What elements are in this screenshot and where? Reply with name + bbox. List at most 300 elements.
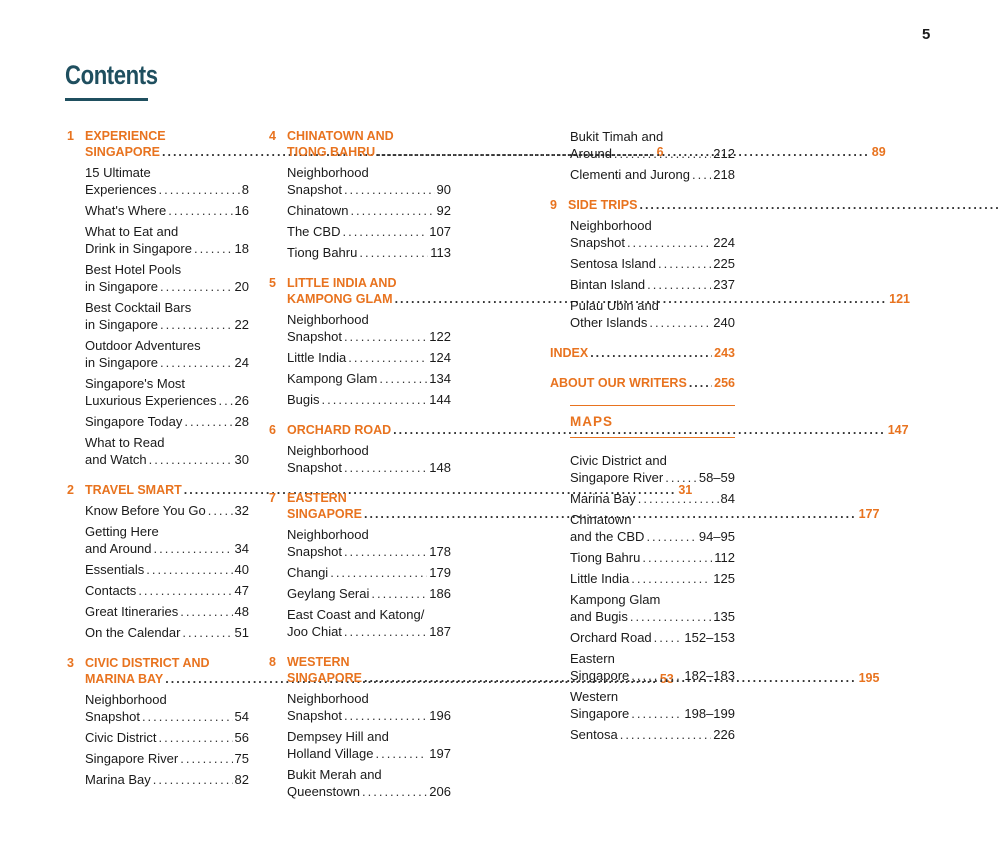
entry-page: 56: [234, 730, 249, 745]
toc-section: [550, 197, 735, 331]
toc-entry[interactable]: [287, 728, 451, 762]
entry-title: Experiences: [85, 182, 157, 197]
map-entry[interactable]: [570, 726, 735, 743]
entry-line: [570, 570, 735, 587]
entry-page: 75: [234, 751, 249, 766]
entry-title: Snapshot: [287, 708, 342, 723]
entry-page: 47: [234, 583, 249, 598]
entry-line: [85, 164, 249, 181]
section-page: 177: [858, 507, 880, 521]
section-page: 89: [871, 145, 886, 159]
section-title-text: SIDE TRIPS: [568, 198, 638, 212]
entry-line: [287, 442, 451, 459]
section-title-text: EXPERIENCE: [85, 129, 166, 143]
entry-line: [287, 181, 451, 198]
entry-title: Geylang Serai: [287, 586, 370, 601]
entry-title: Bugis: [287, 392, 320, 407]
entry-line: [570, 667, 735, 684]
entry-line: [85, 434, 249, 451]
toc-entry[interactable]: [287, 349, 451, 366]
toc-entry[interactable]: [287, 244, 451, 261]
section-title-text: EASTERN: [287, 491, 347, 505]
entry-page: 135: [713, 609, 735, 624]
leader-dots: [330, 564, 427, 581]
entry-page: 51: [234, 625, 249, 640]
entry-line: [85, 261, 249, 278]
entry-page: 218: [713, 167, 735, 182]
entry-line: [85, 624, 249, 641]
entry-line: [570, 650, 735, 667]
entry-title: Chinatown: [570, 512, 632, 527]
entry-title: and Bugis: [570, 609, 628, 624]
entry-title: and the CBD: [570, 529, 645, 544]
section-title-text: LITTLE INDIA AND: [287, 276, 397, 290]
leader-dots: [342, 223, 427, 240]
entry-title: Snapshot: [570, 235, 625, 250]
entry-page: 113: [430, 245, 451, 260]
entry-line: [287, 526, 451, 543]
entry-page: 178: [429, 544, 451, 559]
section-title-line: [568, 197, 1000, 213]
entry-line: [85, 202, 249, 219]
leader-dots: [379, 370, 427, 387]
writers-page: 256: [714, 376, 735, 390]
leader-dots: [182, 624, 232, 641]
toc-entry[interactable]: [85, 261, 249, 295]
section-page: 147: [887, 423, 909, 437]
entry-line: [85, 502, 249, 519]
entry-line: [570, 688, 735, 705]
entry-line: [570, 490, 735, 507]
entry-title: Queenstown: [287, 784, 360, 799]
toc-entry[interactable]: [85, 202, 249, 219]
section-title-text: ORCHARD ROAD: [287, 423, 392, 437]
entry-page: 212: [713, 146, 735, 161]
entry-title: Eastern: [570, 651, 615, 666]
entry-title: Clementi and Jurong: [570, 167, 690, 182]
entry-title: Neighborhood: [287, 527, 369, 542]
toc-entry[interactable]: [287, 164, 451, 198]
entry-page: 94–95: [698, 529, 735, 544]
entry-line: [287, 244, 451, 261]
entry-line: [570, 128, 735, 145]
toc-entry[interactable]: [85, 750, 249, 767]
entry-page: 92: [436, 203, 451, 218]
entry-title: Sentosa: [570, 727, 618, 742]
leader-dots: [654, 629, 683, 646]
leader-dots: [362, 783, 427, 800]
toc-entry[interactable]: [85, 337, 249, 371]
leader-dots: [646, 528, 696, 545]
entry-line: [287, 543, 451, 560]
section-page: 121: [889, 292, 910, 306]
entry-title: Snapshot: [85, 709, 140, 724]
entry-title: in Singapore: [85, 279, 158, 294]
entry-page: 148: [429, 460, 451, 475]
entry-title: Holland Village: [287, 746, 374, 761]
leader-dots: [194, 240, 233, 257]
entry-line: [85, 223, 249, 240]
entry-line: [570, 276, 735, 293]
toc-entry[interactable]: [287, 606, 451, 640]
section-page: 53: [659, 672, 674, 686]
entry-title: Joo Chiat: [287, 624, 342, 639]
entry-title: Bukit Timah and: [570, 129, 664, 144]
section-number: 2: [67, 483, 74, 497]
entry-page: 122: [429, 329, 451, 344]
entry-title: Western: [570, 689, 619, 704]
entry-page: 226: [713, 727, 735, 742]
entry-line: [570, 726, 735, 743]
toc-entry[interactable]: [570, 217, 735, 251]
map-entry[interactable]: [570, 650, 735, 684]
leader-dots: [180, 603, 232, 620]
entry-line: [287, 783, 451, 800]
section-title-text: WESTERN: [287, 655, 350, 669]
entry-line: [570, 255, 735, 272]
toc-entry[interactable]: [570, 166, 735, 183]
toc-entry[interactable]: [287, 585, 451, 602]
section-number: 9: [550, 198, 557, 212]
entry-page: 82: [234, 772, 249, 787]
entry-title: Bintan Island: [570, 277, 646, 292]
page-title: Contents: [65, 60, 158, 90]
entry-line: [570, 314, 735, 331]
entry-line: [85, 299, 249, 316]
entry-page: 197: [429, 746, 451, 761]
entry-title: Kampong Glam: [570, 592, 661, 607]
entry-title: Singapore: [570, 668, 630, 683]
leader-dots: [620, 726, 712, 743]
leader-dots: [159, 729, 233, 746]
entry-title: Singapore Today: [85, 414, 183, 429]
leader-dots: [627, 234, 711, 251]
toc-entry[interactable]: [85, 434, 249, 468]
section-number: 4: [269, 129, 276, 143]
section-page: 195: [858, 671, 880, 685]
entry-title: Changi: [287, 565, 329, 580]
toc-entry[interactable]: [287, 370, 451, 387]
entry-page: 124: [429, 350, 451, 365]
title-underline: [65, 98, 148, 101]
entry-title: Best Hotel Pools: [85, 262, 182, 277]
leader-dots: [376, 745, 428, 762]
maps-bottom-rule: [570, 437, 735, 438]
entry-page: 54: [234, 709, 249, 724]
leader-dots: [631, 570, 711, 587]
entry-title: The CBD: [287, 224, 341, 239]
entry-line: [570, 591, 735, 608]
writers-label: ABOUT OUR WRITERS: [550, 376, 687, 390]
entry-line: [85, 561, 249, 578]
entry-line: [287, 745, 451, 762]
leader-dots: [359, 244, 428, 261]
entry-title: Singapore's Most: [85, 376, 186, 391]
entry-title: Singapore River: [85, 751, 179, 766]
entry-line: [570, 608, 735, 625]
entry-line: [85, 181, 249, 198]
entry-line: [570, 217, 735, 234]
toc-entry[interactable]: [85, 624, 249, 641]
entry-line: [287, 564, 451, 581]
entry-title: Bukit Merah and: [287, 767, 382, 782]
leader-dots: [344, 623, 427, 640]
section-title-text: TRAVEL SMART: [85, 483, 182, 497]
entry-title: Drink in Singapore: [85, 241, 192, 256]
toc-entry[interactable]: [85, 375, 249, 409]
toc-entry[interactable]: [85, 502, 249, 519]
entry-line: [287, 391, 451, 408]
entry-title: Civic District: [85, 730, 157, 745]
entry-line: [570, 469, 735, 486]
entry-line: [287, 164, 451, 181]
entry-page: 112: [714, 550, 735, 565]
section-title-text: CIVIC DISTRICT AND: [85, 656, 210, 670]
leader-dots: [154, 540, 233, 557]
leader-dots: [344, 181, 435, 198]
map-entry[interactable]: [570, 452, 735, 486]
entry-page: 8: [241, 182, 249, 197]
entry-line: [570, 166, 735, 183]
entry-title: Neighborhood: [287, 165, 369, 180]
entry-title: Snapshot: [287, 182, 342, 197]
toc-entry[interactable]: [85, 729, 249, 746]
index-page: 243: [714, 346, 735, 360]
entry-page: 225: [713, 256, 735, 271]
toc-entry[interactable]: [287, 564, 451, 581]
entry-page: 34: [234, 541, 249, 556]
toc-entry[interactable]: [85, 523, 249, 557]
entry-title: East Coast and Katong/: [287, 607, 425, 622]
entry-page: 48: [234, 604, 249, 619]
entry-title: Marina Bay: [85, 772, 151, 787]
section-title-text: SINGAPORE: [287, 507, 363, 521]
section-title-text: MARINA BAY: [85, 672, 164, 686]
writers-link[interactable]: [550, 375, 735, 391]
entry-title: Kampong Glam: [287, 371, 378, 386]
entry-line: [287, 606, 451, 623]
toc-entry[interactable]: [287, 202, 451, 219]
entry-line: [85, 750, 249, 767]
toc-entry[interactable]: [570, 128, 735, 162]
map-entry[interactable]: [570, 549, 735, 566]
entry-page: 24: [234, 355, 249, 370]
leader-dots: [590, 345, 712, 361]
entry-title: and Watch: [85, 452, 147, 467]
entry-line: [570, 511, 735, 528]
entry-title: Little India: [570, 571, 630, 586]
section-number: 6: [269, 423, 276, 437]
entry-page: 22: [234, 317, 249, 332]
section-page: 6: [656, 145, 664, 159]
entry-title: Neighborhood: [570, 218, 652, 233]
entry-line: [570, 629, 735, 646]
entry-title: Tiong Bahru: [287, 245, 358, 260]
entry-page: 134: [429, 371, 451, 386]
entry-title: Dempsey Hill and: [287, 729, 389, 744]
entry-line: [287, 585, 451, 602]
leader-dots: [160, 354, 233, 371]
entry-line: [287, 690, 451, 707]
entry-page: 186: [429, 586, 451, 601]
leader-dots: [322, 391, 428, 408]
entry-line: [85, 451, 249, 468]
entry-title: in Singapore: [85, 317, 158, 332]
entry-line: [570, 145, 735, 162]
leader-dots: [208, 502, 233, 519]
leader-dots: [159, 181, 240, 198]
entry-title: Snapshot: [287, 329, 342, 344]
entry-line: [85, 603, 249, 620]
entry-title: Luxurious Experiences: [85, 393, 217, 408]
entry-title: Other Islands: [570, 315, 648, 330]
leader-dots: [168, 202, 232, 219]
toc-entry[interactable]: [85, 164, 249, 198]
entry-line: [85, 523, 249, 540]
entry-line: [287, 623, 451, 640]
entry-page: 152–153: [684, 630, 735, 645]
toc-entry[interactable]: [85, 582, 249, 599]
entry-title: Marina Bay: [570, 491, 636, 506]
entry-title: Snapshot: [287, 460, 342, 475]
map-entry[interactable]: [570, 570, 735, 587]
entry-line: [570, 528, 735, 545]
maps-section: [570, 405, 735, 743]
toc-entry[interactable]: [287, 442, 451, 476]
entry-line: [287, 766, 451, 783]
leader-dots: [639, 197, 1000, 213]
leader-dots: [371, 585, 427, 602]
continued-entries: [550, 128, 735, 183]
toc-entry[interactable]: [570, 297, 735, 331]
entry-page: 107: [429, 224, 451, 239]
toc-entry[interactable]: [85, 223, 249, 257]
entry-page: 90: [436, 182, 451, 197]
entry-line: [287, 223, 451, 240]
entry-page: 58–59: [698, 470, 735, 485]
entry-page: 16: [234, 203, 249, 218]
entry-line: [287, 707, 451, 724]
toc-entry[interactable]: [85, 413, 249, 430]
entry-line: [85, 337, 249, 354]
maps-heading: MAPS: [570, 414, 614, 429]
toc-entry[interactable]: [570, 276, 735, 293]
toc-entry[interactable]: [85, 691, 249, 725]
section-heading[interactable]: [550, 197, 735, 213]
entry-line: [570, 452, 735, 469]
entry-title: Chinatown: [287, 203, 349, 218]
entry-title: Neighborhood: [287, 691, 369, 706]
page-number: 5: [922, 26, 931, 43]
entry-line: [85, 729, 249, 746]
map-entry[interactable]: [570, 490, 735, 507]
section-number: 5: [269, 276, 276, 290]
entry-line: [85, 392, 249, 409]
entry-line: [85, 708, 249, 725]
entry-title: Singapore River: [570, 470, 664, 485]
entry-line: [287, 349, 451, 366]
entry-page: 224: [713, 235, 735, 250]
leader-dots: [146, 561, 232, 578]
entry-page: 179: [429, 565, 451, 580]
leader-dots: [180, 750, 232, 767]
entry-line: [85, 278, 249, 295]
entry-title: What to Read: [85, 435, 165, 450]
toc-entry[interactable]: [287, 526, 451, 560]
entry-line: [570, 705, 735, 722]
entry-page: 196: [429, 708, 451, 723]
map-entry[interactable]: [570, 511, 735, 545]
entry-line: [287, 311, 451, 328]
leader-dots: [348, 349, 427, 366]
entry-page: 198–199: [684, 706, 735, 721]
toc-entry[interactable]: [85, 561, 249, 578]
leader-dots: [350, 202, 434, 219]
entry-title: Tiong Bahru: [570, 550, 641, 565]
entry-page: 84: [720, 491, 735, 506]
entry-line: [85, 771, 249, 788]
leader-dots: [153, 771, 233, 788]
entry-page: 28: [234, 414, 249, 429]
entry-title: Know Before You Go: [85, 503, 206, 518]
entry-title: What's Where: [85, 203, 167, 218]
toc-entry[interactable]: [287, 311, 451, 345]
leader-dots: [638, 490, 719, 507]
index-link[interactable]: [550, 345, 735, 361]
toc-entry[interactable]: [85, 603, 249, 620]
entry-page: 18: [234, 241, 249, 256]
entry-title: Civic District and: [570, 453, 667, 468]
section-title-text: CHINATOWN AND: [287, 129, 394, 143]
entry-title: Little India: [287, 350, 347, 365]
leader-dots: [631, 667, 682, 684]
map-entry[interactable]: [570, 629, 735, 646]
toc-entry[interactable]: [570, 255, 735, 272]
entry-page: 240: [713, 315, 735, 330]
index-label: INDEX: [550, 346, 589, 360]
entry-line: [570, 234, 735, 251]
leader-dots: [344, 459, 427, 476]
leader-dots: [344, 543, 427, 560]
section-title-text: KAMPONG GLAM: [287, 292, 393, 306]
entry-title: Best Cocktail Bars: [85, 300, 192, 315]
toc-entry[interactable]: [287, 223, 451, 240]
entry-title: Orchard Road: [570, 630, 652, 645]
entry-page: 32: [234, 503, 249, 518]
leader-dots: [160, 278, 233, 295]
map-entry[interactable]: [570, 591, 735, 625]
section-number: 3: [67, 656, 74, 670]
entry-line: [85, 582, 249, 599]
section-number: 1: [67, 129, 74, 143]
section-number: 8: [269, 655, 276, 669]
entry-line: [85, 375, 249, 392]
entry-page: 20: [234, 279, 249, 294]
entry-title: What to Eat and: [85, 224, 179, 239]
leader-dots: [160, 316, 233, 333]
section-heading[interactable]: [269, 422, 909, 438]
toc-entry[interactable]: [85, 771, 249, 788]
entry-title: Pulau Ubin and: [570, 298, 659, 313]
toc-entry[interactable]: [287, 690, 451, 724]
section-page: 31: [678, 483, 693, 497]
toc-entry[interactable]: [85, 299, 249, 333]
toc-entry[interactable]: [287, 766, 451, 800]
section-number: 7: [269, 491, 276, 505]
toc-entry[interactable]: [287, 391, 451, 408]
map-entry[interactable]: [570, 688, 735, 722]
entry-title: Neighborhood: [85, 692, 167, 707]
